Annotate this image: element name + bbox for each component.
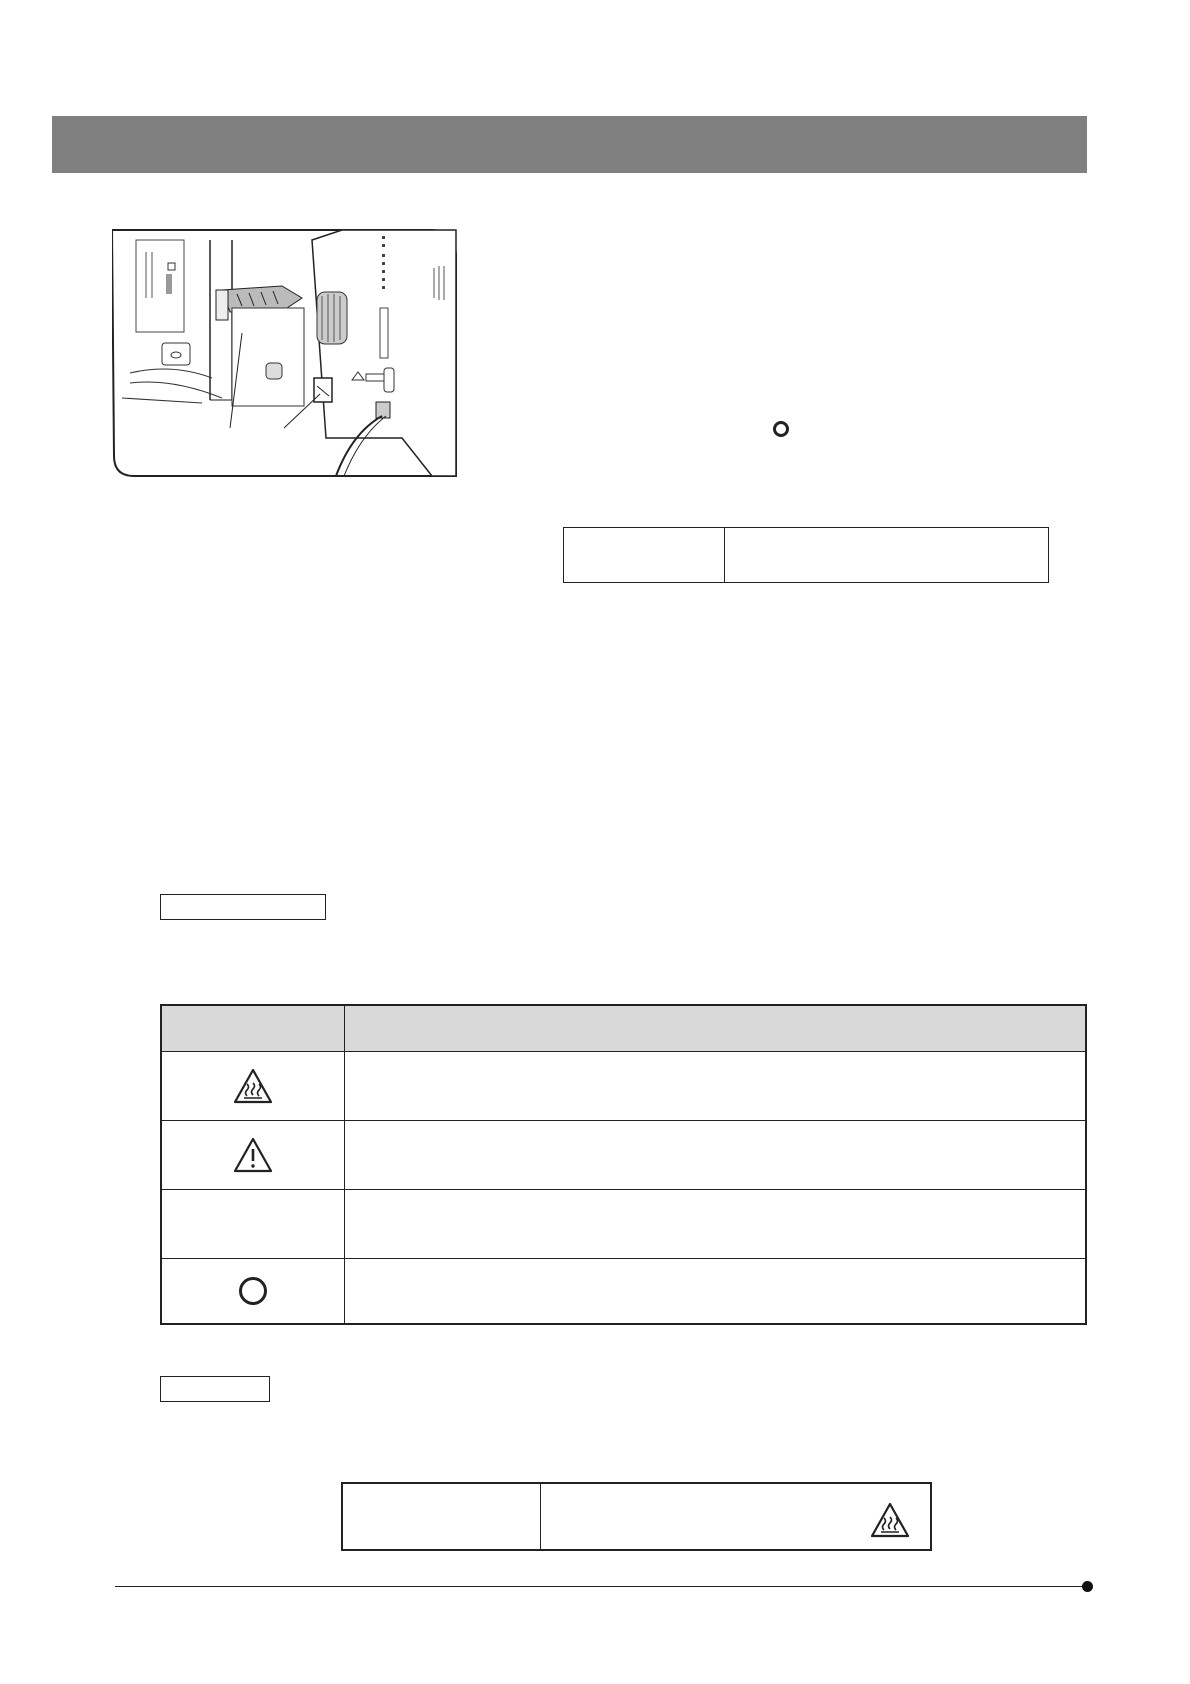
footer-dot-icon bbox=[1082, 1581, 1093, 1592]
symbols-section-label bbox=[160, 894, 326, 920]
power-switch-icon bbox=[314, 378, 332, 402]
spec-table-cell-2 bbox=[725, 528, 1048, 582]
table-row bbox=[162, 1258, 1085, 1323]
table-row bbox=[162, 1189, 1085, 1258]
hot-surface-warning-icon bbox=[870, 1502, 910, 1538]
label-table-cell-1 bbox=[343, 1484, 541, 1549]
symbols-table bbox=[160, 1004, 1087, 1325]
row-symbol bbox=[162, 1190, 345, 1258]
row-description bbox=[345, 1052, 1085, 1120]
table-header-row bbox=[162, 1006, 1085, 1051]
row-description bbox=[345, 1259, 1085, 1323]
row-description bbox=[345, 1190, 1085, 1258]
footer-rule bbox=[115, 1586, 1087, 1587]
row-description bbox=[345, 1121, 1085, 1189]
table-row bbox=[162, 1120, 1085, 1189]
warning-label-table bbox=[341, 1482, 932, 1551]
column-header-symbol bbox=[162, 1006, 345, 1051]
spec-table-cell-1 bbox=[564, 528, 725, 582]
spec-table bbox=[563, 527, 1049, 583]
power-off-symbol-icon bbox=[239, 1277, 267, 1305]
power-off-symbol-icon bbox=[773, 421, 789, 437]
labels-section-label bbox=[160, 1376, 270, 1402]
connector-icon bbox=[376, 402, 390, 418]
hot-surface-warning-icon bbox=[233, 1068, 273, 1104]
rear-panel-illustration bbox=[112, 228, 458, 478]
general-warning-icon bbox=[233, 1137, 273, 1173]
column-header-explanation bbox=[345, 1006, 1085, 1051]
table-row bbox=[162, 1051, 1085, 1120]
section-header-band bbox=[52, 116, 1087, 173]
